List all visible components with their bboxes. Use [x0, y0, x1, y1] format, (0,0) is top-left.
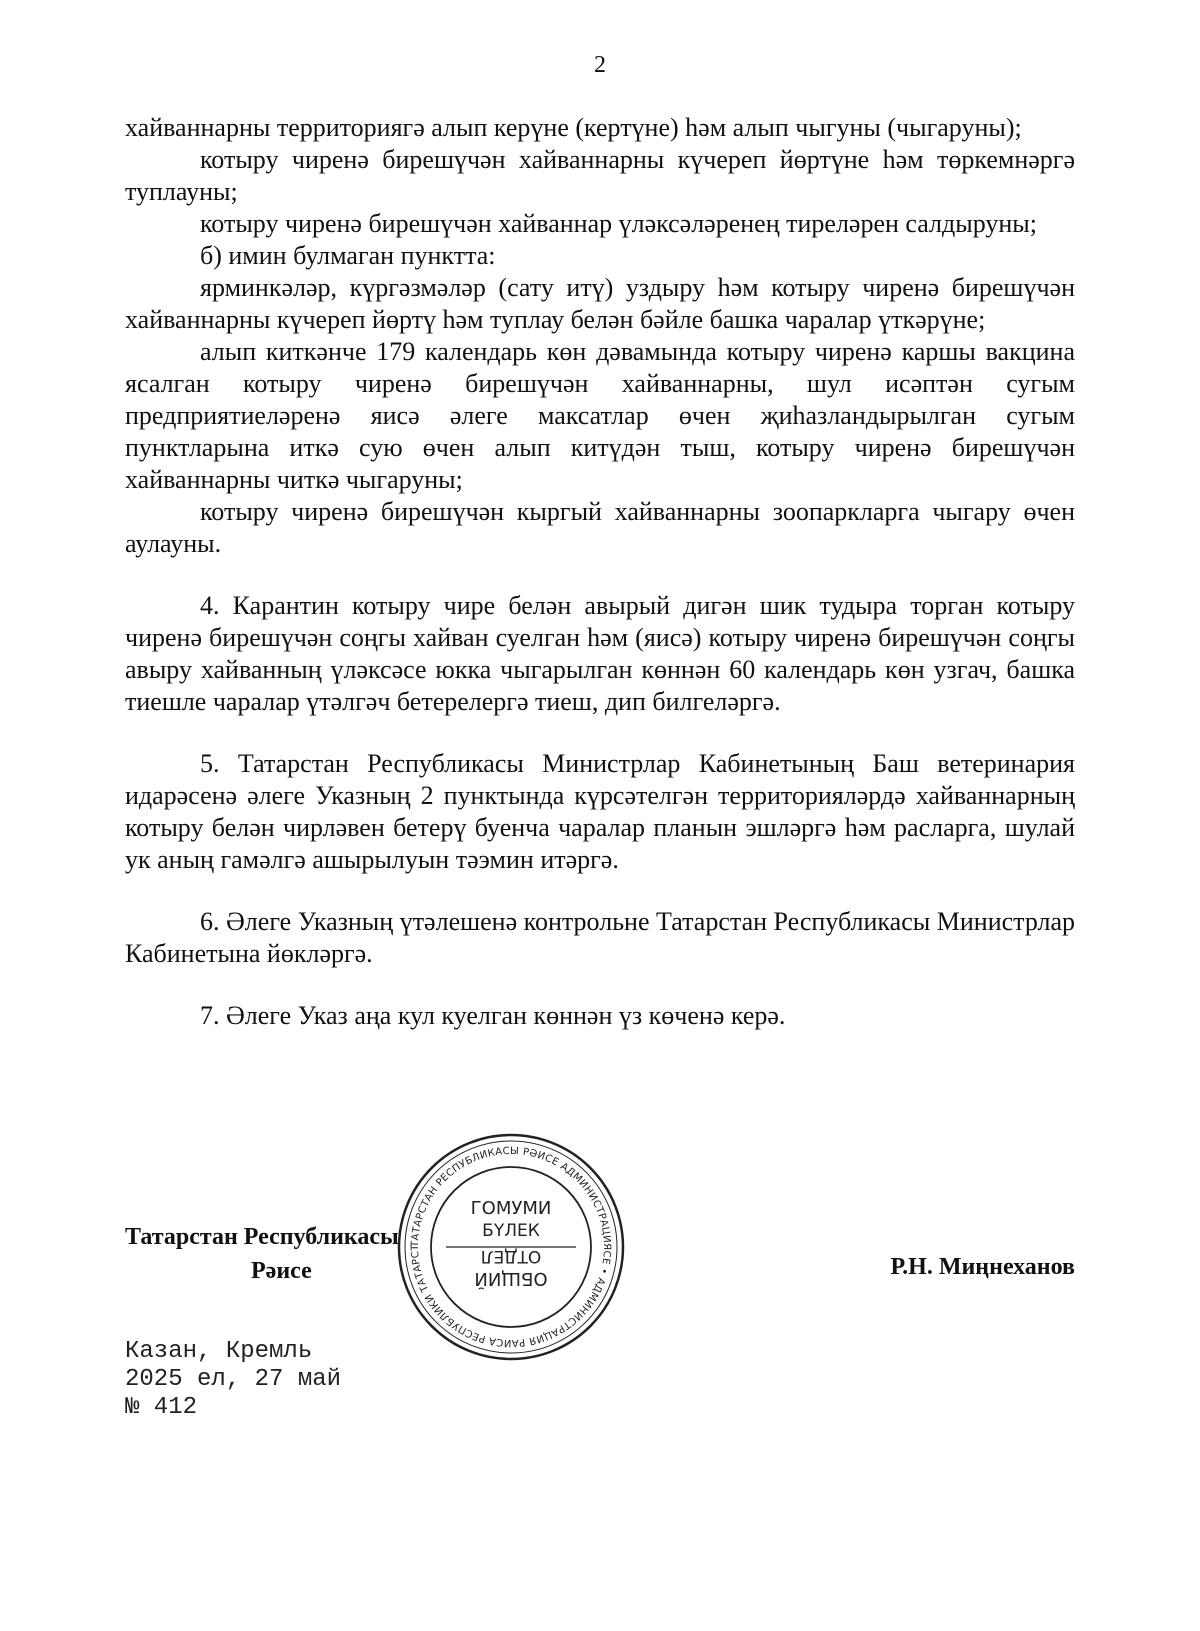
paragraph-item: котыру чиренә бирешүчән кыргый хайваннарны зоопаркларга чыгару өчен аулауны.: [125, 497, 1075, 558]
stamp-ring-text: ТАТАРСТАН РЕСПУБЛИКАСЫ РӘИСЕ АДМИНИСТРАЦИЯСЕ • АДМИНИСТРАЦИЯ РАИСА РЕСПУБЛИКИ ТАТАРСТ: [409, 1145, 613, 1349]
signatory-org: Татарстан Республикасы: [125, 1224, 399, 1250]
clause-7: 7. Әлеге Указ аңа кул куелган көннән үз көченә керә.: [200, 1001, 786, 1030]
stamp-inner-top2: БҮЛЕК: [482, 1221, 540, 1241]
signatory-position: Рәисе: [251, 1258, 312, 1284]
paragraph-item: котыру чиренә бирешүчән хайваннарны күчереп йөртүне һәм төркемнәргә туплауны;: [125, 145, 1075, 206]
stamp-inner-top1: ГОМУМИ: [470, 1198, 552, 1219]
paragraph-item: котыру чиренә бирешүчән хайваннар үләксәләренең тиреләрен салдыруны;: [200, 209, 1037, 238]
date-line: 2025 ел, 27 май: [125, 1366, 342, 1393]
clause-4: 4. Карантин котыру чире белән авырый дигән шик тудыра торган котыру чиренә бирешүчән соңгы хайван суелган һәм (яисә) котыру чиренә бирешүчән соңгы авыру хайванның үләксәсе юкка чыгарылган көннән 60 календарь көн узгач, башка тиешле чаралар үтәлгәч бетерелергә тиеш, дип билгеләргә.: [125, 591, 1075, 716]
paragraph-item: ярминкәләр, күргәзмәләр (сату итү) уздыру һәм котыру чиренә бирешүчән хайваннарны күчереп йөртү һәм туплау белән бәйле башка чаралар үткәрүне;: [125, 273, 1075, 334]
clause-5: 5. Татарстан Республикасы Министрлар Кабинетының Баш ветеринария идарәсенә әлеге Указның 2 пунктында күрсәтелгән территорияләрдә хайваннарның котыру белән чирләвен бетерү буенча чаралар планын эшләргә һәм расларга, шулай ук аның гамәлгә ашырылуын тәэмин итәргә.: [125, 749, 1075, 874]
stamp-seal-icon: [396, 1132, 626, 1362]
page-number: 2: [594, 52, 606, 78]
clause-6: 6. Әлеге Указның үтәлешенә контрольне Татарстан Республикасы Министрлар Кабинетына йөкләргә.: [125, 907, 1075, 968]
stamp-inner-bottom1: ОТДЕЛ: [480, 1246, 542, 1266]
stamp-inner-bottom2: ОБЩИЙ: [474, 1268, 548, 1289]
place-line: Казан, Кремль: [125, 1338, 313, 1365]
paragraph-continuation: хайваннарны территориягә алып керүне (кертүне) һәм алып чыгуны (чыгаруны);: [125, 113, 1022, 142]
paragraph-item: алып киткәнче 179 календарь көн дәвамында котыру чиренә каршы вакцина ясалган котыру чиренә бирешүчән хайваннарны, шул исәптән сугым предприятиеләренә яисә әлеге максатлар өчен җиһазландырылган сугым пунктларына иткә сую өчен алып китүдән тыш, котыру чиренә бирешүчән хайваннарны читкә чыгаруны;: [125, 337, 1075, 494]
signatory-name: Р.Н. Миңнеханов: [890, 1254, 1075, 1280]
official-stamp: [396, 1132, 626, 1362]
number-line: № 412: [125, 1394, 198, 1421]
document-meta: [125, 1338, 341, 1422]
signatory-title: [125, 1220, 399, 1288]
document-body: [125, 112, 1075, 1032]
paragraph-subheading: б) имин булмаган пунктта:: [200, 241, 496, 270]
